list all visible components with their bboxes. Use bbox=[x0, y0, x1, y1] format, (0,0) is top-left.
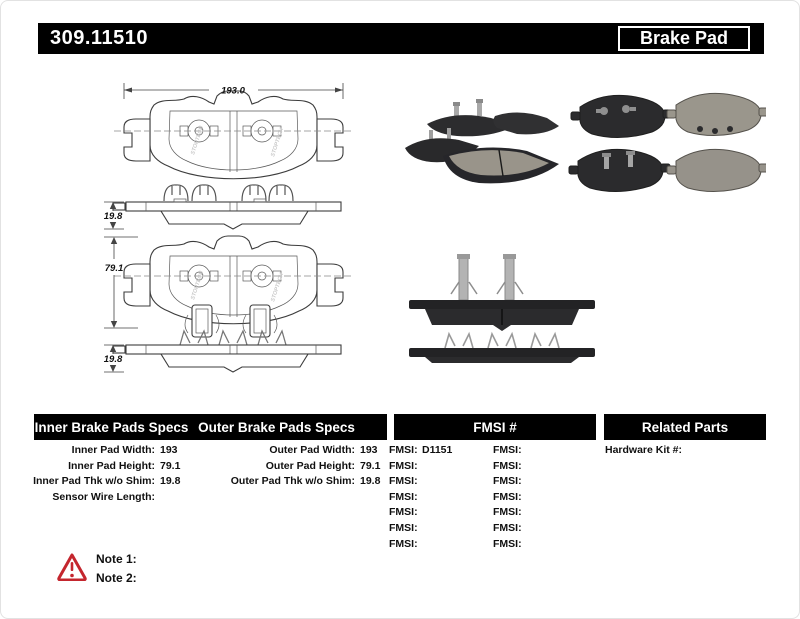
related-part-label: Hardware Kit #: bbox=[605, 444, 683, 456]
note-label: Note 1: bbox=[96, 552, 137, 566]
pad-edge-view-bottom bbox=[104, 331, 341, 372]
warning-triangle-icon bbox=[57, 553, 87, 581]
spec-value: 193 bbox=[160, 444, 178, 456]
fmsi-label: FMSI: bbox=[493, 459, 522, 472]
spec-value: 19.8 bbox=[360, 475, 381, 488]
spec-row bbox=[31, 474, 180, 490]
spec-label: Outer Pad Height: bbox=[265, 459, 355, 472]
spec-label: Outer Pad Thk w/o Shim: bbox=[230, 475, 355, 488]
fmsi-row bbox=[389, 537, 452, 553]
outer-specs-title: Outer Brake Pads Specs bbox=[198, 419, 355, 435]
spec-value: 19.8 bbox=[160, 475, 181, 488]
related-part-row bbox=[605, 443, 687, 459]
fmsi-label: FMSI: bbox=[389, 521, 418, 534]
header-bar bbox=[38, 23, 764, 54]
fmsi-list-right bbox=[493, 443, 526, 552]
fmsi-row bbox=[493, 521, 526, 537]
fmsi-row bbox=[389, 490, 452, 506]
note-label: Note 2: bbox=[96, 571, 137, 585]
fmsi-row bbox=[389, 474, 452, 490]
fmsi-row bbox=[493, 490, 526, 506]
spec-value: 193 bbox=[360, 444, 378, 456]
fmsi-row bbox=[389, 459, 452, 475]
pad-front-view-top bbox=[114, 83, 354, 179]
photo-pads-edge bbox=[399, 246, 604, 364]
inner-specs-list bbox=[31, 443, 180, 505]
fmsi-label: FMSI: bbox=[389, 444, 418, 456]
fmsi-row bbox=[389, 443, 452, 459]
pad-edge-view-top bbox=[104, 185, 341, 229]
spec-row bbox=[229, 443, 380, 459]
related-parts-list bbox=[605, 443, 687, 459]
fmsi-row bbox=[389, 521, 452, 537]
photo-pads-flat bbox=[566, 89, 766, 197]
related-parts-header-bar bbox=[604, 414, 766, 440]
spec-row bbox=[31, 490, 180, 506]
fmsi-label: FMSI: bbox=[493, 475, 522, 488]
spec-label: Outer Pad Width: bbox=[269, 444, 355, 456]
fmsi-row bbox=[493, 537, 526, 553]
brake-pad-technical-drawing bbox=[76, 67, 396, 387]
fmsi-title: FMSI # bbox=[473, 419, 517, 435]
spec-row bbox=[229, 474, 380, 490]
inner-specs-title: Inner Brake Pads Specs bbox=[34, 419, 189, 435]
fmsi-label: FMSI: bbox=[389, 490, 418, 503]
fmsi-label: FMSI: bbox=[389, 459, 418, 472]
pad-front-view-bottom bbox=[104, 236, 354, 337]
pads-specs-header-bar bbox=[34, 414, 387, 440]
fmsi-value: D1151 bbox=[422, 444, 453, 456]
fmsi-row bbox=[493, 443, 526, 459]
spec-row bbox=[31, 459, 180, 475]
fmsi-header-bar bbox=[394, 414, 596, 440]
part-number: 309.11510 bbox=[50, 27, 148, 49]
fmsi-label: FMSI: bbox=[493, 506, 522, 519]
fmsi-label: FMSI: bbox=[389, 537, 418, 550]
product-type-badge bbox=[618, 26, 750, 51]
spec-row bbox=[31, 443, 180, 459]
fmsi-row bbox=[493, 474, 526, 490]
note-row bbox=[96, 569, 142, 588]
fmsi-label: FMSI: bbox=[389, 475, 418, 488]
fmsi-label: FMSI: bbox=[493, 521, 522, 534]
notes-section bbox=[96, 550, 142, 588]
outer-specs-list bbox=[229, 443, 380, 490]
spec-label: Inner Pad Width: bbox=[71, 444, 155, 456]
fmsi-label: FMSI: bbox=[493, 444, 522, 456]
related-parts-title: Related Parts bbox=[641, 419, 729, 435]
fmsi-label: FMSI: bbox=[389, 506, 418, 519]
fmsi-row bbox=[493, 505, 526, 521]
dimension-pad-width: 193.0 bbox=[221, 85, 245, 97]
fmsi-row bbox=[389, 505, 452, 521]
spec-label: Inner Pad Thk w/o Shim: bbox=[33, 475, 155, 488]
spec-label: Sensor Wire Length: bbox=[52, 490, 155, 503]
photo-pads-perspective bbox=[399, 96, 571, 196]
fmsi-label: FMSI: bbox=[493, 537, 522, 550]
dimension-pad-thickness-bottom: 19.8 bbox=[103, 354, 123, 365]
spec-value: 79.1 bbox=[360, 459, 381, 472]
spec-row bbox=[229, 459, 380, 475]
fmsi-list-left bbox=[389, 443, 452, 552]
fmsi-label: FMSI: bbox=[493, 490, 522, 503]
note-row bbox=[96, 550, 142, 569]
dimension-pad-thickness-top: 19.8 bbox=[103, 211, 123, 222]
spec-value: 79.1 bbox=[160, 459, 181, 472]
product-type-label: Brake Pad bbox=[639, 28, 729, 48]
spec-label: Inner Pad Height: bbox=[68, 459, 155, 472]
fmsi-row bbox=[493, 459, 526, 475]
dimension-pad-height: 79.1 bbox=[104, 263, 124, 274]
